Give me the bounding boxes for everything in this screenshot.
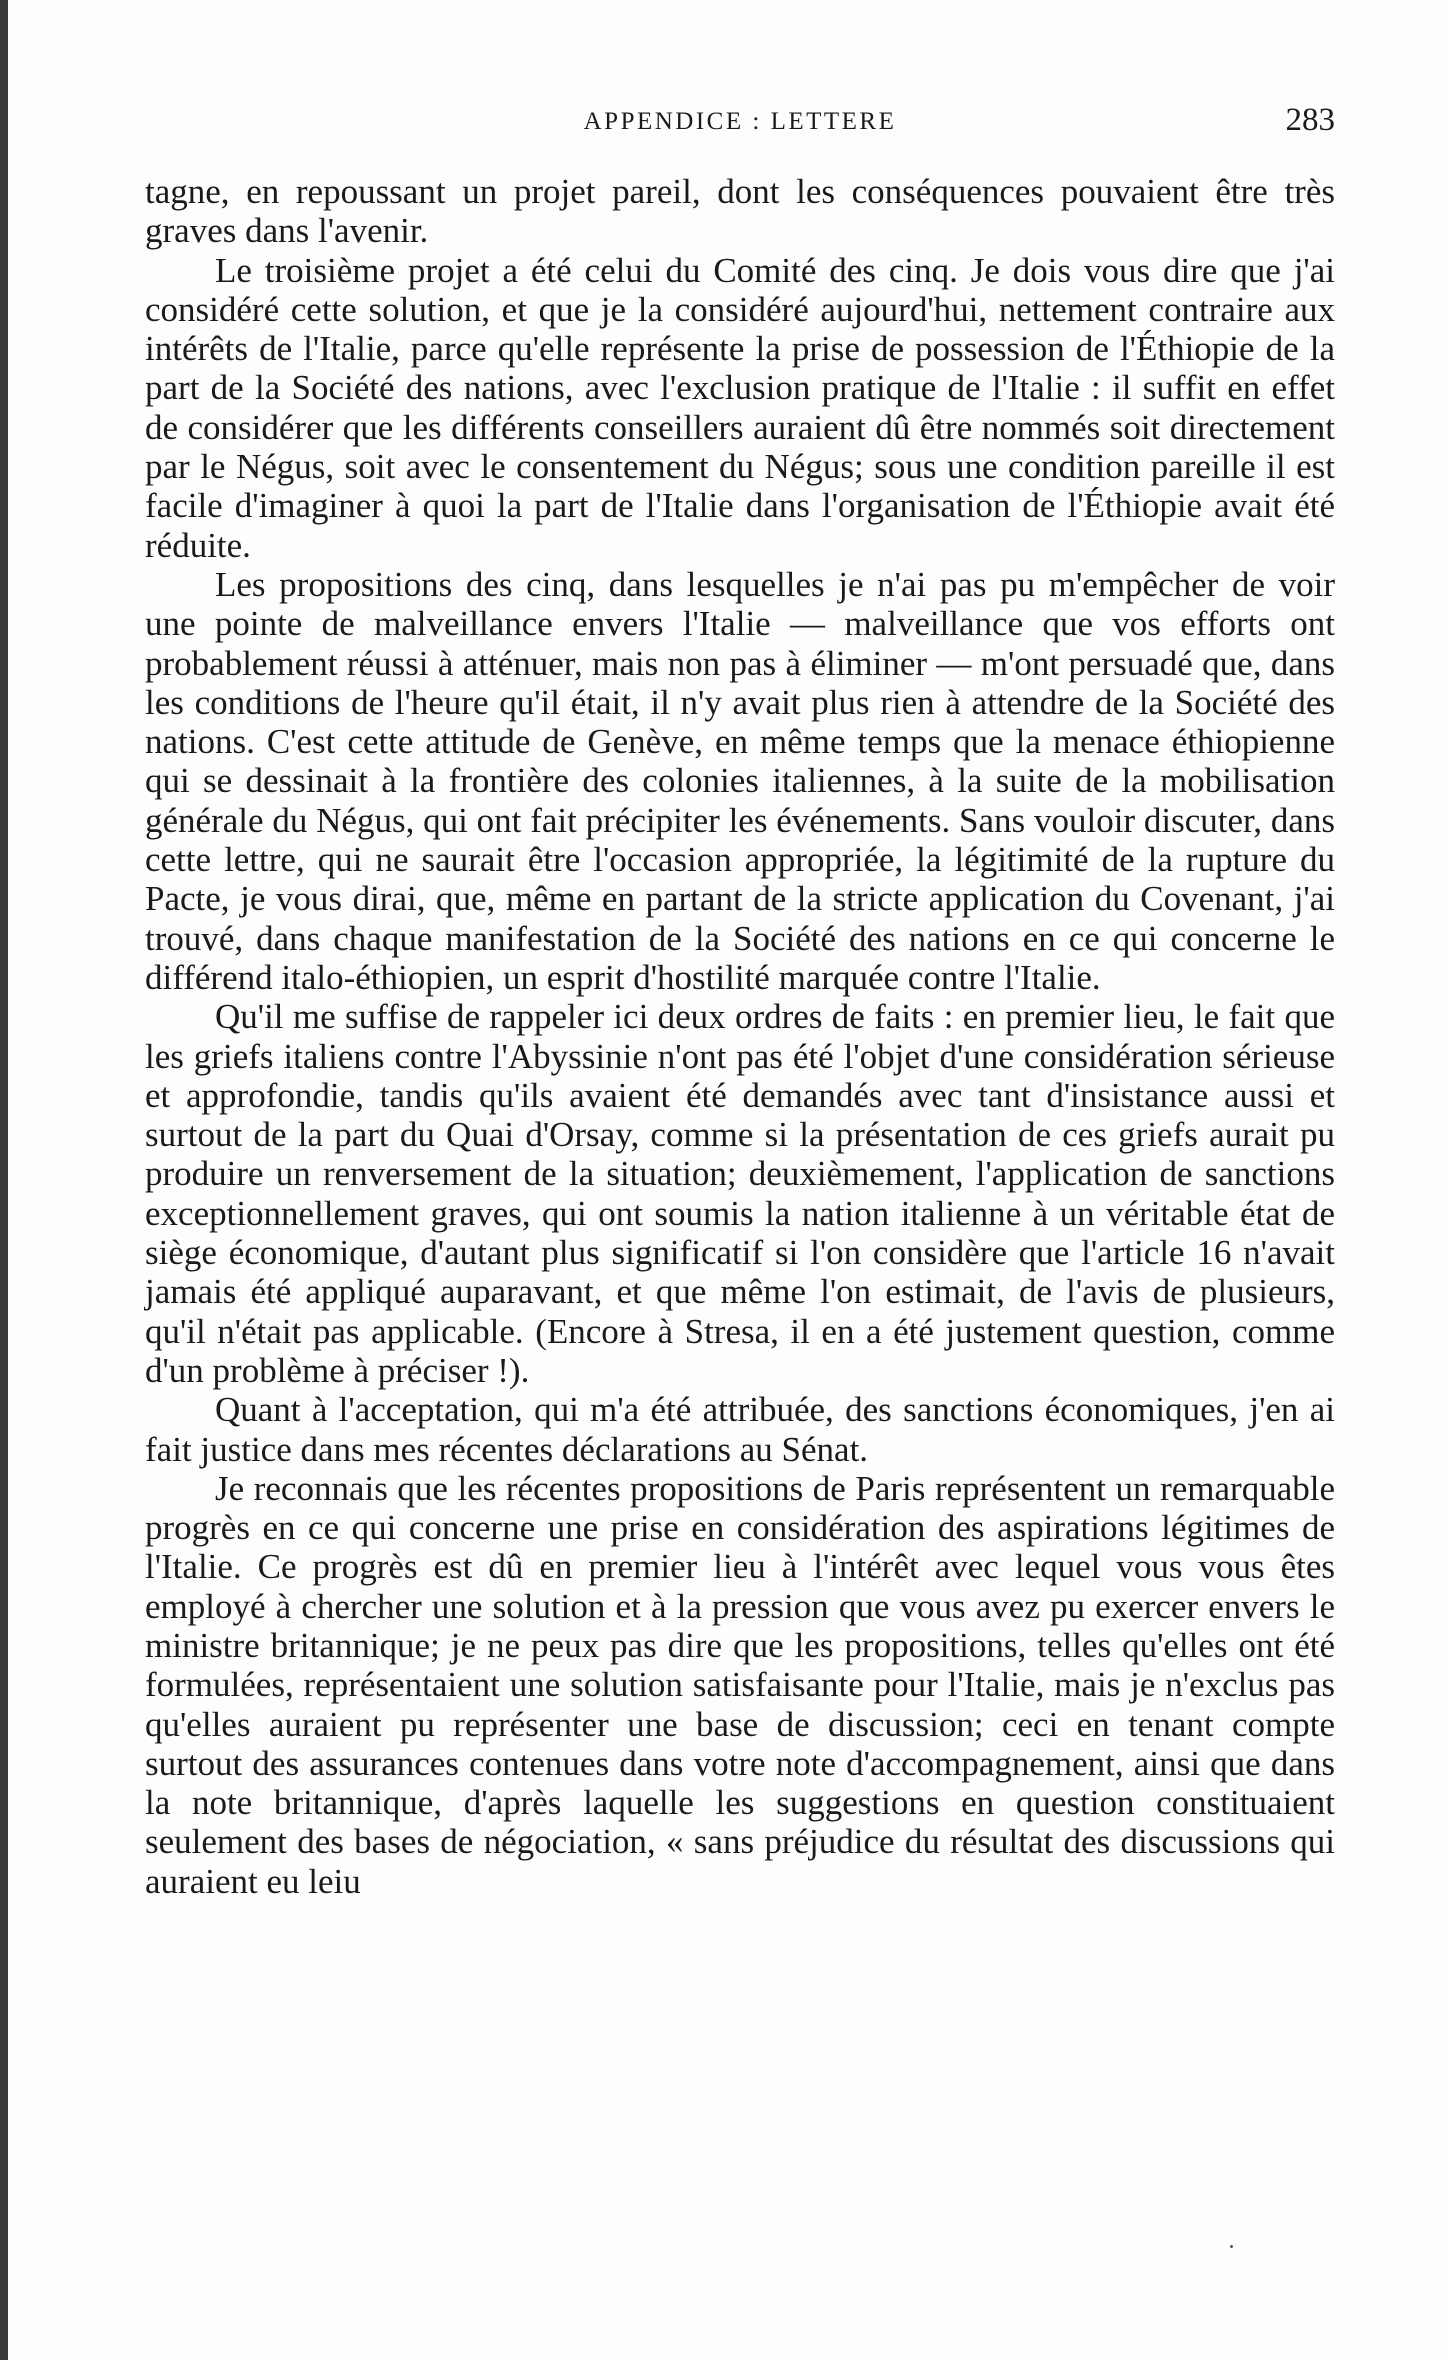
paragraph-2: Le troisième projet a été celui du Comité des cinq. Je dois vous dire que j'ai considéré cette solution, et que je la considéré aujourd'hui, nettement contraire aux intérêts de l'Italie, parce qu'elle représente la prise de possession de l'Éthiopie de la part de la Société des nations, avec l'exclusion pratique de l'Italie : il suffit en effet de considérer que les différents conseillers auraient dû être nommés soit directement par le Négus, soit avec le consentement du Négus; sous une condition pareille il est facile d'imaginer à quoi la part de l'Italie dans l'organisation de l'Éthiopie avait été réduite. [145, 250, 1335, 565]
paragraph-1: tagne, en repoussant un projet pareil, dont les conséquences pouvaient être très graves dans l'avenir. [145, 172, 1335, 251]
paragraph-6: Je reconnais que les récentes propositions de Paris représentent un remarquable progrès en ce qui concerne une prise en considération des aspirations légitimes de l'Italie. Ce progrès est dû en premier lieu à l'intérêt avec lequel vous vous êtes employé à chercher une solution et à la pression que vous avez pu exercer envers le ministre britannique; je ne peux pas dire que les propositions, telles qu'elles ont été formulées, représentaient une solution satisfaisante pour l'Italie, mais je n'exclus pas qu'elles auraient pu représenter une base de discussion; ceci en tenant compte surtout des assurances contenues dans votre note d'accompagnement, ainsi que dans la note britannique, d'après laquelle les suggestions en question constituaient seulement des bases de négociation, « sans préjudice du résultat des discussions qui auraient eu leiu [145, 1468, 1335, 1901]
running-title: APPENDICE : LETTERE [583, 108, 897, 135]
page-binding-edge [0, 0, 8, 2360]
paragraph-4: Qu'il me suffise de rappeler ici deux ordres de faits : en premier lieu, le fait que les griefs italiens contre l'Abyssinie n'ont pas été l'objet d'une considération sérieuse et approfondie, tandis qu'ils avaient été demandés avec tant d'insistance aussi et surtout de la part du Quai d'Orsay, comme si la présentation de ces griefs aurait pu produire un renversement de la situation; deuxièmement, l'application de sanctions exceptionnellement graves, qui ont soumis la nation italienne à un véritable état de siège économique, d'autant plus significatif si l'on considère que l'article 16 n'avait jamais été appliqué auparavant, et que même l'on estimait, de l'avis de plusieurs, qu'il n'était pas applicable. (Encore à Stresa, il en a été justement question, comme d'un problème à préciser !). [145, 997, 1335, 1390]
body-text [145, 172, 1335, 1901]
paragraph-3: Les propositions des cinq, dans lesquelles je n'ai pas pu m'empêcher de voir une pointe de malveillance envers l'Italie — malveillance que vos efforts ont probablement réussi à atténuer, mais non pas à éliminer — m'ont persuadé que, dans les conditions de l'heure qu'il était, il n'y avait plus rien à attendre de la Société des nations. C'est cette attitude de Genève, en même temps que la menace éthiopienne qui se dessinait à la frontière des colonies italiennes, à la suite de la mobilisation générale du Négus, qui ont fait précipiter les événements. Sans vouloir discuter, dans cette lettre, qui ne saurait être l'occasion appropriée, la légitimité de la rupture du Pacte, je vous dirai, que, même en partant de la stricte application du Covenant, j'ai trouvé, dans chaque manifestation de la Société des nations en ce qui concerne le différend italo-éthiopien, un esprit d'hostilité marquée contre l'Italie. [145, 564, 1335, 997]
page-number: 283 [1285, 102, 1335, 138]
paragraph-5: Quant à l'acceptation, qui m'a été attribuée, des sanctions économiques, j'en ai fait justice dans mes récentes déclarations au Sénat. [145, 1390, 1335, 1469]
page-header [145, 102, 1335, 146]
scan-speck [1230, 2245, 1233, 2248]
